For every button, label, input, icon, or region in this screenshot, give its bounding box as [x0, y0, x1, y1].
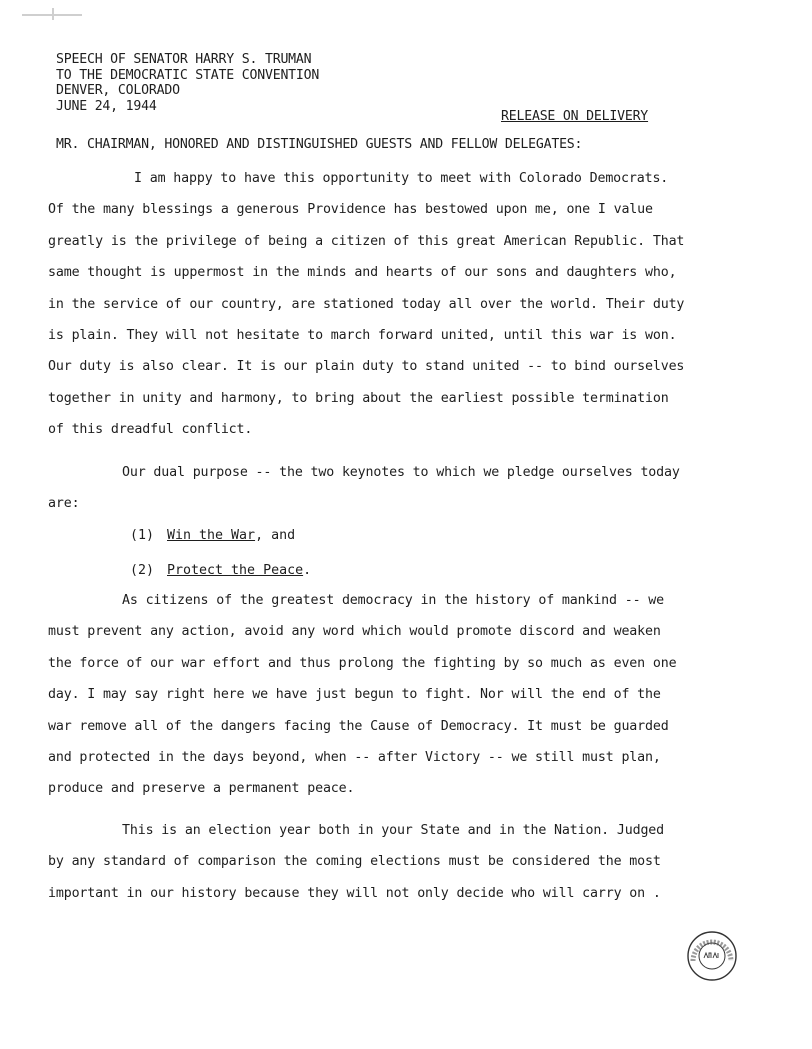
list-suffix: .: [303, 563, 312, 578]
paragraph-4: [48, 815, 712, 909]
library-stamp-icon: [684, 930, 740, 982]
header-line-1: SPEECH OF SENATOR HARRY S. TRUMAN: [56, 52, 312, 67]
paragraph-line: Our duty is also clear. It is our plain duty to stand united -- to bind ourselves: [48, 359, 685, 375]
release-notice: RELEASE ON DELIVERY: [501, 109, 649, 124]
speech-header: [56, 52, 319, 114]
paragraph-1: [48, 163, 712, 446]
list-number: (1): [130, 528, 155, 543]
header-line-4: JUNE 24, 1944: [56, 98, 157, 114]
list-suffix: , and: [255, 528, 296, 543]
salutation: MR. CHAIRMAN, HONORED AND DISTINGUISHED GUESTS AND FELLOW DELEGATES:: [56, 137, 583, 152]
paragraph-3: [48, 585, 712, 805]
paragraph-line: same thought is uppermost in the minds and hearts of our sons and daughters who,: [48, 265, 677, 281]
paragraph-line: produce and preserve a permanent peace.: [48, 781, 355, 797]
paragraph-line: is plain. They will not hesitate to march forward united, until this war is won.: [48, 328, 677, 344]
paragraph-line: war remove all of the dangers facing the Cause of Democracy. It must be guarded: [48, 718, 669, 734]
paragraph-line: must prevent any action, avoid any word which would promote discord and weaken: [48, 624, 661, 640]
paragraph-line: Our dual purpose -- the two keynotes to which we pledge ourselves today: [122, 465, 680, 480]
paragraph-line: by any standard of comparison the coming elections must be considered the most: [48, 854, 661, 870]
list-number: (2): [130, 563, 155, 578]
list-item: [130, 518, 311, 553]
list-text: Protect the Peace: [167, 563, 304, 578]
paragraph-line: of this dreadful conflict.: [48, 422, 253, 438]
paragraph-line: This is an election year both in your State and in the Nation. Judged: [122, 823, 665, 838]
list-text: Win the War: [167, 528, 256, 543]
list-item: [130, 553, 311, 588]
paragraph-line: important in our history because they will not only decide who will carry on .: [48, 885, 661, 901]
paragraph-line: Of the many blessings a generous Providence has bestowed upon me, one I value: [48, 202, 653, 218]
paragraph-line: in the service of our country, are stationed today all over the world. Their duty: [48, 296, 685, 312]
paragraph-line: greatly is the privilege of being a citizen of this great American Republic. That: [48, 233, 685, 249]
paragraph-line: together in unity and harmony, to bring about the earliest possible termination: [48, 390, 669, 406]
scan-mark-tick: [52, 8, 54, 20]
paragraph-line: are:: [48, 496, 80, 512]
header-line-2: TO THE DEMOCRATIC STATE CONVENTION: [56, 67, 320, 83]
paragraph-line: the force of our war effort and thus prolong the fighting by so much as even one: [48, 655, 677, 671]
paragraph-line: I am happy to have this opportunity to meet with Colorado Democrats.: [134, 171, 669, 186]
paragraph-line: and protected in the days beyond, when -- after Victory -- we still must plan,: [48, 750, 661, 766]
paragraph-line: As citizens of the greatest democracy in the history of mankind -- we: [122, 593, 665, 608]
header-line-3: DENVER, COLORADO: [56, 83, 180, 98]
paragraph-line: day. I may say right here we have just begun to fight. Nor will the end of the: [48, 687, 661, 703]
paragraph-2: [48, 457, 712, 520]
purpose-list: [130, 518, 311, 588]
